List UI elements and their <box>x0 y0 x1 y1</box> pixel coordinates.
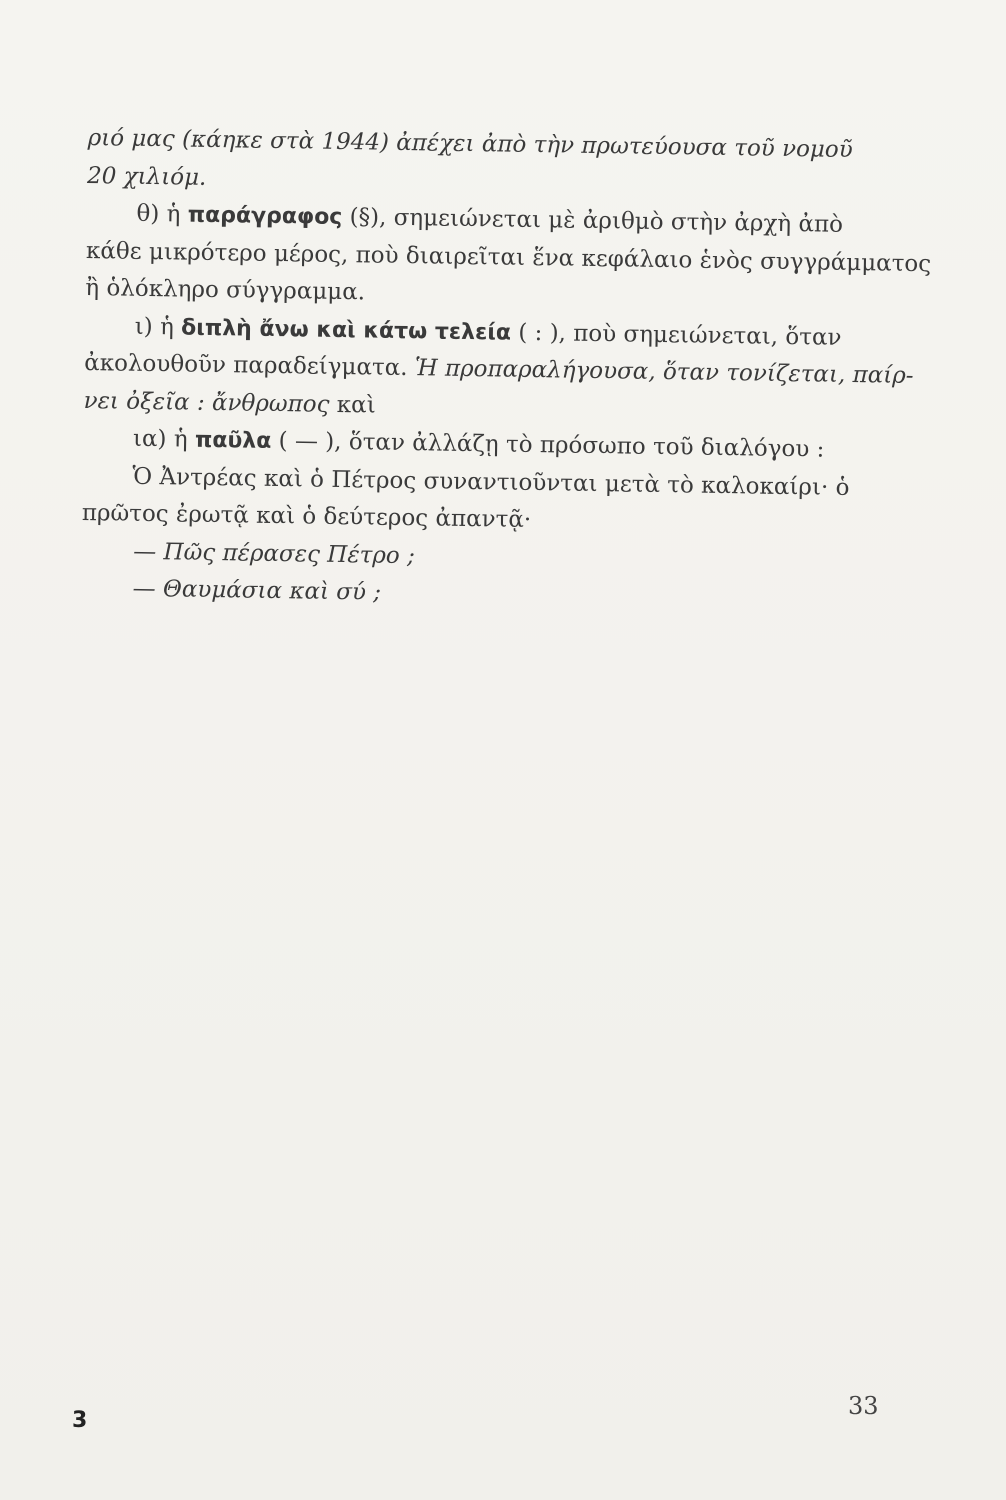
example-text: ριό μας (κάηκε στὰ 1944) ἀπέχει ἀπὸ τὴν πρωτεύουσα τοῦ νομοῦ <box>87 124 853 164</box>
term-dash: παῦλα <box>194 427 272 454</box>
definition-text: καὶ <box>329 391 376 419</box>
example-text: 20 χιλιόμ. <box>86 162 207 191</box>
definition-text: κάθε μικρότερο μέρος, ποὺ διαιρεῖται ἕνα κεφάλαιο ἑνὸς συγγράμματος <box>85 237 932 277</box>
example-text: Ὁ Ἀντρέας καὶ ὁ Πέτρος συναντιοῦνται μετὰ τὸ καλοκαίρι· ὁ <box>132 463 850 501</box>
definition-text: (§), σημειώνεται μὲ ἀριθμὸ στὴν ἀρχὴ ἀπὸ <box>342 204 844 238</box>
term-colon: διπλὴ ἄνω καὶ κάτω τελεία <box>180 314 512 346</box>
definition-text: ἀκολουθοῦν παραδείγματα. <box>83 349 416 382</box>
page-number: 33 <box>848 1392 879 1420</box>
dialog-text: — Πῶς πέρασες Πέτρο ; <box>133 538 416 569</box>
body-text <box>80 120 932 620</box>
signature-mark: 3 <box>72 1408 88 1433</box>
definition-text: ( — ), ὅταν ἀλλάζῃ τὸ πρόσωπο τοῦ διαλόγου : <box>271 427 825 463</box>
item-marker: ια) ἡ <box>132 425 196 453</box>
item-marker: θ) ἡ <box>136 200 188 228</box>
definition-text: ἢ ὁλόκληρο σύγγραμμα. <box>85 274 366 306</box>
example-text: νει ὀξεῖα : ἄνθρωπος <box>83 387 330 418</box>
dialog-text: — Θαυμάσια καὶ σύ ; <box>132 575 382 606</box>
example-text: Ἡ προπαραλήγουσα, ὅταν τονίζεται, παίρ- <box>414 355 914 389</box>
example-text: πρῶτος ἐρωτᾷ καὶ ὁ δεύτερος ἀπαντᾷ· <box>81 499 532 534</box>
definition-text: ( : ), ποὺ σημειώνεται, ὅταν <box>510 319 842 351</box>
term-paragraph: παράγραφος <box>187 202 343 231</box>
item-marker: ι) ἡ <box>134 313 182 340</box>
